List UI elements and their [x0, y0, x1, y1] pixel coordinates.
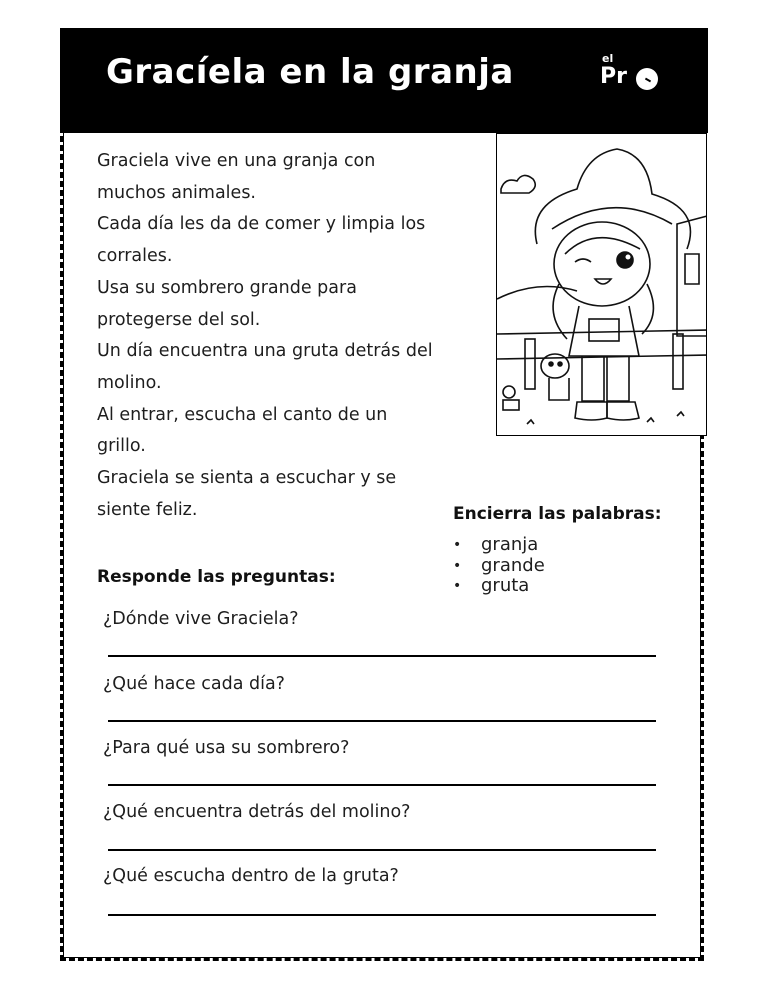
passage-line: corrales.: [97, 246, 173, 267]
passage-line: grillo.: [97, 436, 146, 457]
question-3: ¿Para qué usa su sombrero?: [103, 738, 350, 758]
answer-line-1[interactable]: [108, 655, 656, 657]
passage-line: Cada día les da de comer y limpia los: [97, 214, 426, 235]
girl-with-hat-icon: [497, 134, 707, 436]
el-pro-logo: [600, 52, 664, 100]
logo-ball-icon: [636, 68, 658, 90]
passage-line: Al entrar, escucha el canto de un: [97, 404, 388, 425]
worksheet-title: Gracíela en la granja: [106, 52, 514, 92]
passage-line: Usa su sombrero grande para: [97, 277, 357, 298]
question-2: ¿Qué hace cada día?: [103, 674, 285, 694]
passage-line: Graciela se sienta a escuchar y se: [97, 468, 397, 489]
circle-word: • grande: [453, 556, 545, 577]
logo-main-text: Pr: [600, 64, 627, 89]
questions-heading: Responde las preguntas:: [97, 567, 336, 587]
question-1: ¿Dónde vive Graciela?: [103, 609, 299, 629]
answer-line-4[interactable]: [108, 849, 656, 851]
circle-words-heading: Encierra las palabras:: [453, 504, 662, 524]
circle-word: • granja: [453, 535, 545, 556]
girl-farm-illustration: [496, 133, 707, 436]
circle-word: • gruta: [453, 576, 545, 597]
answer-line-2[interactable]: [108, 720, 656, 722]
passage-line: Graciela vive en una granja con: [97, 151, 376, 171]
answer-line-3[interactable]: [108, 784, 656, 786]
question-5: ¿Qué escucha dentro de la gruta?: [103, 866, 399, 886]
answer-line-5[interactable]: [108, 914, 656, 916]
circle-words-list: [453, 535, 545, 597]
logo-small-text: el: [602, 52, 614, 65]
passage-line: protegerse del sol.: [97, 309, 261, 330]
question-4: ¿Qué encuentra detrás del molino?: [103, 802, 411, 822]
reading-passage: [97, 146, 487, 526]
passage-line: Un día encuentra una gruta detrás del: [97, 341, 433, 362]
passage-line: muchos animales.: [97, 182, 256, 203]
passage-line: siente feliz.: [97, 499, 198, 520]
passage-line: molino.: [97, 372, 162, 393]
